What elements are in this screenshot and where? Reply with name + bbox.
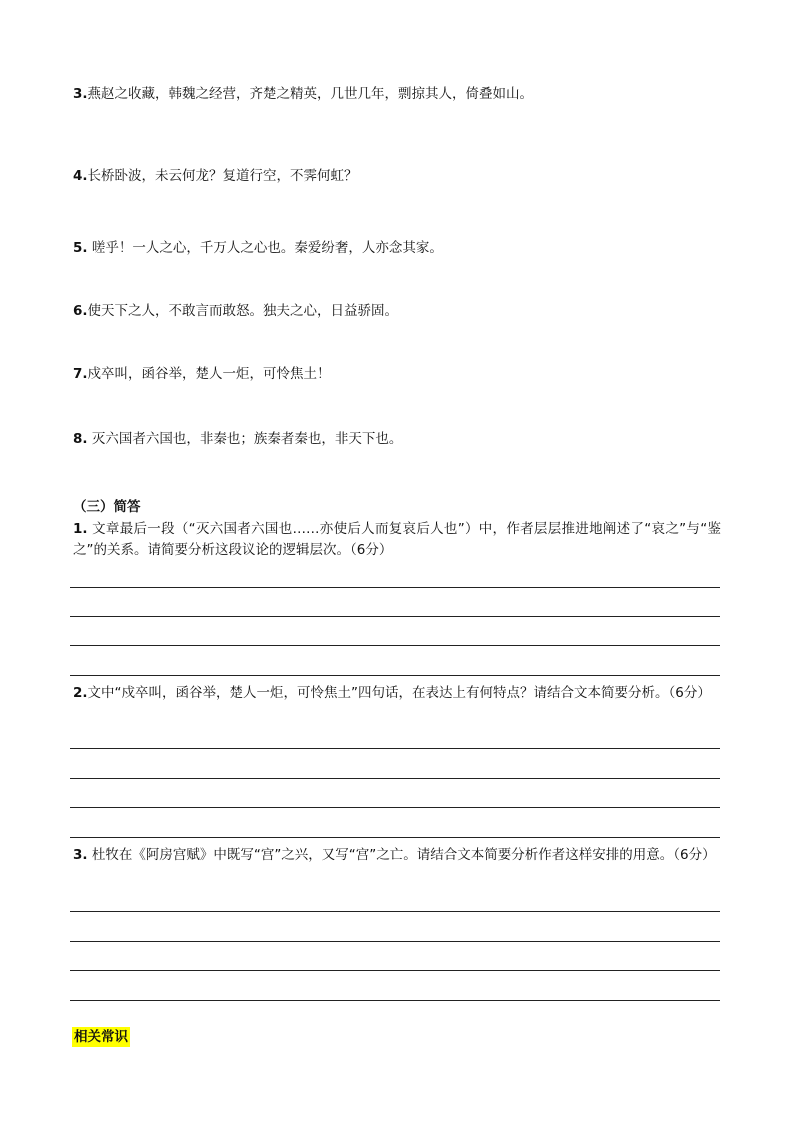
answer-line[interactable] (70, 1000, 720, 1001)
sentence-number: 5. (73, 240, 88, 256)
sentence-number: 8. (73, 431, 88, 447)
question-number: 1. (73, 521, 88, 537)
question-text: 杜牧在《阿房宫赋》中既写“宫”之兴，又写“宫”之亡。请结合文本简要分析作者这样安排的用意。（6分） (87, 847, 716, 863)
sentence-7 (73, 364, 331, 384)
sentence-3 (73, 84, 533, 104)
sentence-text: 使天下之人，不敢言而敢怒。独夫之心，日益骄固。 (87, 303, 399, 319)
answer-line[interactable] (70, 837, 720, 838)
answer-line[interactable] (70, 970, 720, 971)
sentence-text: 灭六国者六国也，非秦也；族秦者秦也，非天下也。 (87, 431, 403, 447)
question-3 (73, 845, 721, 866)
sentence-number: 7. (73, 366, 88, 382)
question-text: 文中“戍卒叫，函谷举，楚人一炬，可怜焦土”四句话，在表达上有何特点？请结合文本简要分析。（6分） (87, 685, 711, 701)
question-number: 3. (73, 847, 88, 863)
question-2 (73, 683, 721, 704)
question-number: 2. (73, 685, 88, 701)
question-1 (73, 519, 721, 561)
sentence-number: 4. (73, 168, 88, 184)
related-knowledge-label: 相关常识 (74, 1029, 128, 1045)
answer-line[interactable] (70, 911, 720, 912)
sentence-number: 6. (73, 303, 88, 319)
question-text: 文章最后一段（“灭六国者六国也……亦使后人而复哀后人也”）中，作者层层推进地阐述了“哀之”与“鉴之”的关系。请简要分析这段议论的逻辑层次。（6分） (73, 521, 721, 558)
sentence-8 (73, 429, 402, 449)
answer-line[interactable] (70, 941, 720, 942)
answer-line[interactable] (70, 748, 720, 749)
sentence-6 (73, 301, 398, 321)
answer-line[interactable] (70, 645, 720, 646)
sentence-5 (73, 238, 443, 258)
answer-line[interactable] (70, 616, 720, 617)
answer-line[interactable] (70, 807, 720, 808)
sentence-text: 长桥卧波，未云何龙？复道行空，不霁何虹？ (87, 168, 358, 184)
answer-line[interactable] (70, 675, 720, 676)
section-title: （三）简答 (73, 499, 141, 515)
answer-line[interactable] (70, 778, 720, 779)
sentence-4 (73, 166, 358, 186)
sentence-text: 燕赵之收藏，韩魏之经营，齐楚之精英，几世几年，剽掠其人，倚叠如山。 (87, 86, 534, 102)
answer-line[interactable] (70, 587, 720, 588)
sentence-text: 嗟乎！一人之心，千万人之心也。秦爱纷奢，人亦念其家。 (87, 240, 443, 256)
sentence-number: 3. (73, 86, 88, 102)
sentence-text: 戍卒叫，函谷举，楚人一炬，可怜焦土！ (87, 366, 331, 382)
